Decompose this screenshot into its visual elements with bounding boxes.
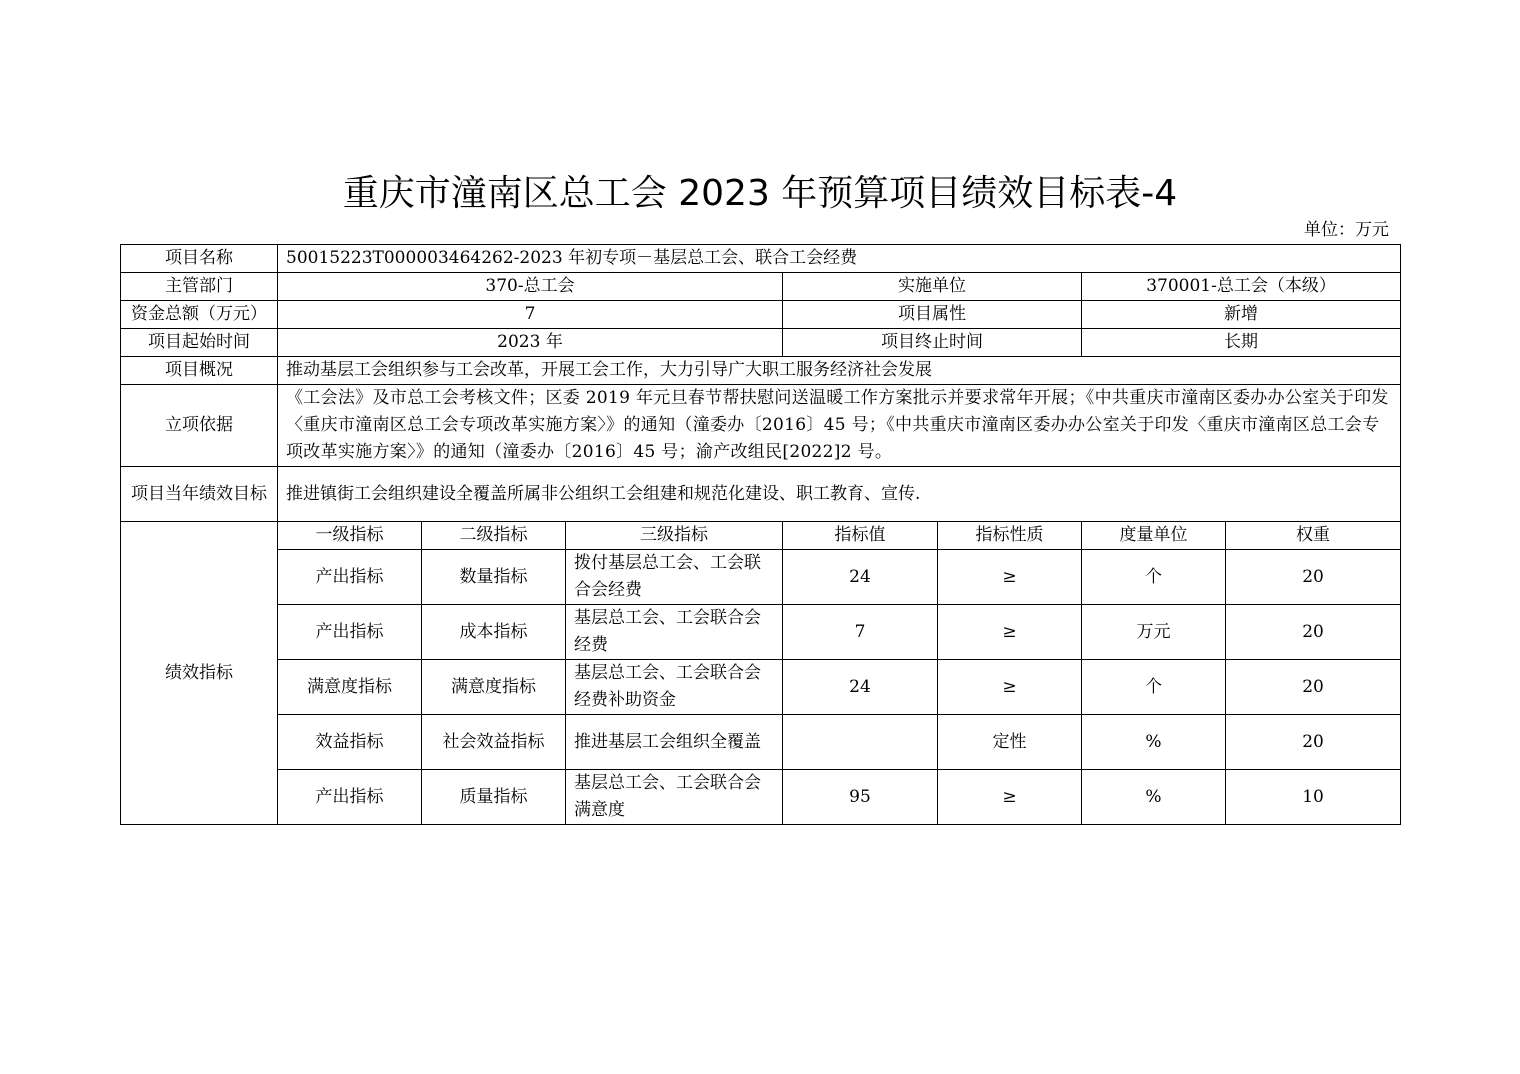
header-value: 指标值 — [783, 522, 938, 550]
indicator-unit: 万元 — [1082, 605, 1226, 660]
indicator-value: 7 — [783, 605, 938, 660]
performance-table — [120, 244, 1401, 825]
department-label: 主管部门 — [121, 273, 278, 301]
header-level2: 二级指标 — [422, 522, 566, 550]
indicator-level3: 基层总工会、工会联合会满意度 — [566, 770, 783, 825]
indicator-level3: 基层总工会、工会联合会经费 — [566, 605, 783, 660]
attribute-value: 新增 — [1082, 301, 1401, 329]
overview-label: 项目概况 — [121, 357, 278, 385]
indicator-weight: 10 — [1226, 770, 1401, 825]
department-value: 370-总工会 — [278, 273, 783, 301]
indicators-label: 绩效指标 — [121, 522, 278, 825]
page-title: 重庆市潼南区总工会 2023 年预算项目绩效目标表-4 — [342, 173, 1178, 214]
header-unit: 度量单位 — [1082, 522, 1226, 550]
indicator-weight: 20 — [1226, 605, 1401, 660]
row-funding — [121, 301, 1401, 329]
indicator-header-row — [121, 522, 1401, 550]
row-start-time — [121, 329, 1401, 357]
indicator-level1: 满意度指标 — [278, 660, 422, 715]
unit-label: 单位：万元 — [1304, 220, 1389, 240]
funding-label: 资金总额（万元） — [121, 301, 278, 329]
indicator-nature: ≥ — [938, 770, 1082, 825]
implementer-value: 370001-总工会（本级） — [1082, 273, 1401, 301]
indicator-row — [121, 550, 1401, 605]
indicator-level2: 数量指标 — [422, 550, 566, 605]
start-time-label: 项目起始时间 — [121, 329, 278, 357]
funding-value: 7 — [278, 301, 783, 329]
indicator-nature: 定性 — [938, 715, 1082, 770]
indicator-row — [121, 660, 1401, 715]
end-time-label: 项目终止时间 — [783, 329, 1082, 357]
row-basis — [121, 385, 1401, 467]
project-name-label: 项目名称 — [121, 245, 278, 273]
header-weight: 权重 — [1226, 522, 1401, 550]
indicator-level1: 产出指标 — [278, 770, 422, 825]
indicator-level3: 基层总工会、工会联合会经费补助资金 — [566, 660, 783, 715]
indicator-level3: 拨付基层总工会、工会联合会经费 — [566, 550, 783, 605]
indicator-value — [783, 715, 938, 770]
indicator-level1: 产出指标 — [278, 605, 422, 660]
implementer-label: 实施单位 — [783, 273, 1082, 301]
indicator-level1: 效益指标 — [278, 715, 422, 770]
indicator-level2: 成本指标 — [422, 605, 566, 660]
basis-label: 立项依据 — [121, 385, 278, 467]
row-department — [121, 273, 1401, 301]
indicator-weight: 20 — [1226, 550, 1401, 605]
basis-value: 《工会法》及市总工会考核文件；区委 2019 年元旦春节帮扶慰问送温暖工作方案批示并要求常年开展；《中共重庆市潼南区委办办公室关于印发〈重庆市潼南区总工会专项改革实施方案〉》的通知（潼委办〔2016〕45 号；《中共重庆市潼南区委办办公室关于印发〈重庆市潼南区总工会专项改革实施方案〉》的通知（潼委办〔2016〕45 号；渝产改组民[2022]2 号。 — [278, 385, 1401, 467]
goal-value: 推进镇街工会组织建设全覆盖所属非公组织工会组建和规范化建设、职工教育、宣传. — [278, 467, 1401, 522]
row-goal — [121, 467, 1401, 522]
indicator-unit: 个 — [1082, 550, 1226, 605]
indicator-value: 24 — [783, 660, 938, 715]
goal-label: 项目当年绩效目标 — [121, 467, 278, 522]
overview-value: 推动基层工会组织参与工会改革，开展工会工作，大力引导广大职工服务经济社会发展 — [278, 357, 1401, 385]
indicator-level1: 产出指标 — [278, 550, 422, 605]
indicator-row — [121, 715, 1401, 770]
header-nature: 指标性质 — [938, 522, 1082, 550]
indicator-nature: ≥ — [938, 660, 1082, 715]
start-time-value: 2023 年 — [278, 329, 783, 357]
indicator-value: 24 — [783, 550, 938, 605]
header-level1: 一级指标 — [278, 522, 422, 550]
indicator-level2: 社会效益指标 — [422, 715, 566, 770]
indicator-level2: 满意度指标 — [422, 660, 566, 715]
indicator-weight: 20 — [1226, 715, 1401, 770]
indicator-weight: 20 — [1226, 660, 1401, 715]
indicator-value: 95 — [783, 770, 938, 825]
attribute-label: 项目属性 — [783, 301, 1082, 329]
row-project-name — [121, 245, 1401, 273]
indicator-unit: 个 — [1082, 660, 1226, 715]
indicator-level3: 推进基层工会组织全覆盖 — [566, 715, 783, 770]
end-time-value: 长期 — [1082, 329, 1401, 357]
indicator-nature: ≥ — [938, 605, 1082, 660]
indicator-row — [121, 605, 1401, 660]
indicator-unit: % — [1082, 770, 1226, 825]
row-overview — [121, 357, 1401, 385]
indicator-level2: 质量指标 — [422, 770, 566, 825]
indicator-unit: % — [1082, 715, 1226, 770]
indicator-nature: ≥ — [938, 550, 1082, 605]
project-name-value: 50015223T000003464262-2023 年初专项－基层总工会、联合工会经费 — [278, 245, 1401, 273]
header-level3: 三级指标 — [566, 522, 783, 550]
indicator-row — [121, 770, 1401, 825]
